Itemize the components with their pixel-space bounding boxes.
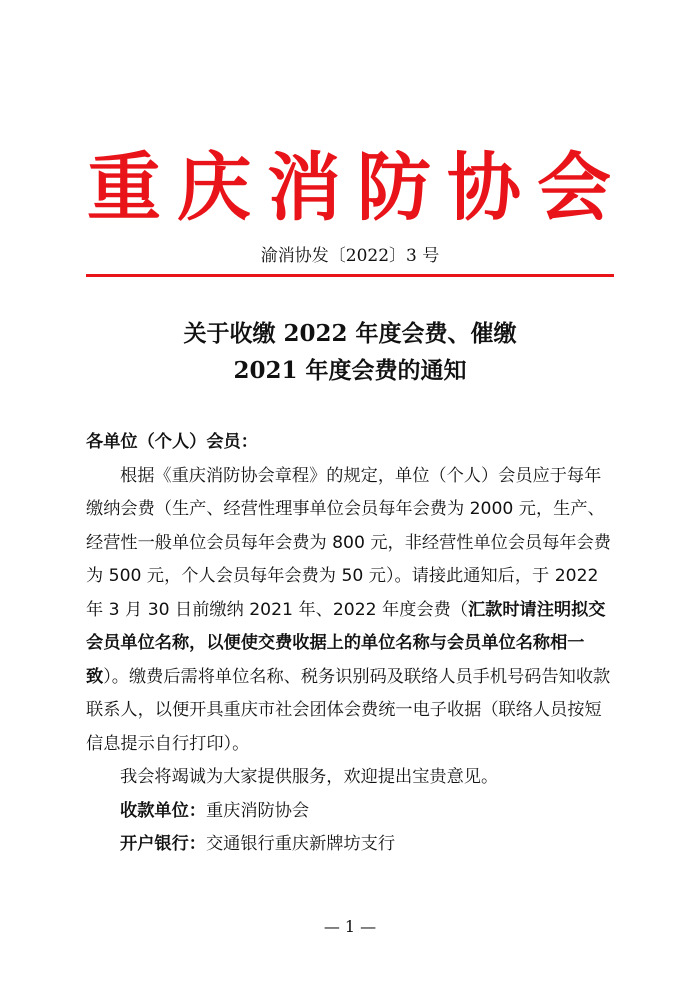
paragraph-fee-rules-text-2: ）。缴费后需将单位名称、税务识别码及联络人员手机号码告知收款联系人，以便开具重庆市社会团体会费统一电子收据（联络人员按短信息提示自行打印）。 xyxy=(86,666,611,754)
paragraph-fee-rules-text-1: 根据《重庆消防协会章程》的规定，单位（个人）会员应于每年缴纳会费（生产、经营性理事单位会员每年会费为 2000 元，生产、经营性一般单位会员每年会费为 800 元，非经营性单位会员每年会费为 500 元，个人会员每年会费为 50 元）。请接此通知后，于 2022 年 3 月 30 日前缴纳 2021 年、2022 年度会费（ xyxy=(86,465,611,620)
org-name-title: 重庆消防协会 xyxy=(87,145,627,231)
paragraph-fee-rules-emphasis: 汇款时请注明拟交会员单位名称，以便使交费收据上的单位名称与会员单位名称相一致 xyxy=(86,599,606,687)
notice-body xyxy=(86,426,616,862)
red-divider-line xyxy=(86,274,614,277)
payee-line xyxy=(86,795,616,829)
paragraph-fee-rules xyxy=(86,460,616,762)
bank-line xyxy=(86,828,616,862)
paragraph-service: 我会将竭诚为大家提供服务，欢迎提出宝贵意见。 xyxy=(120,767,499,787)
page-number: — 1 — xyxy=(323,917,377,936)
salutation: 各单位（个人）会员： xyxy=(86,432,258,452)
notice-title-line-1: 关于收缴 2022 年度会费、催缴 xyxy=(183,320,517,347)
payee-label: 收款单位： xyxy=(120,800,206,821)
document-number: 渝消协发〔2022〕3 号 xyxy=(260,246,440,266)
payee-value: 重庆消防协会 xyxy=(205,800,310,821)
bank-value: 交通银行重庆新牌坊支行 xyxy=(205,834,396,854)
notice-title-line-2: 2021 年度会费的通知 xyxy=(233,357,467,384)
notice-title xyxy=(0,315,700,389)
bank-label: 开户银行： xyxy=(120,834,206,854)
